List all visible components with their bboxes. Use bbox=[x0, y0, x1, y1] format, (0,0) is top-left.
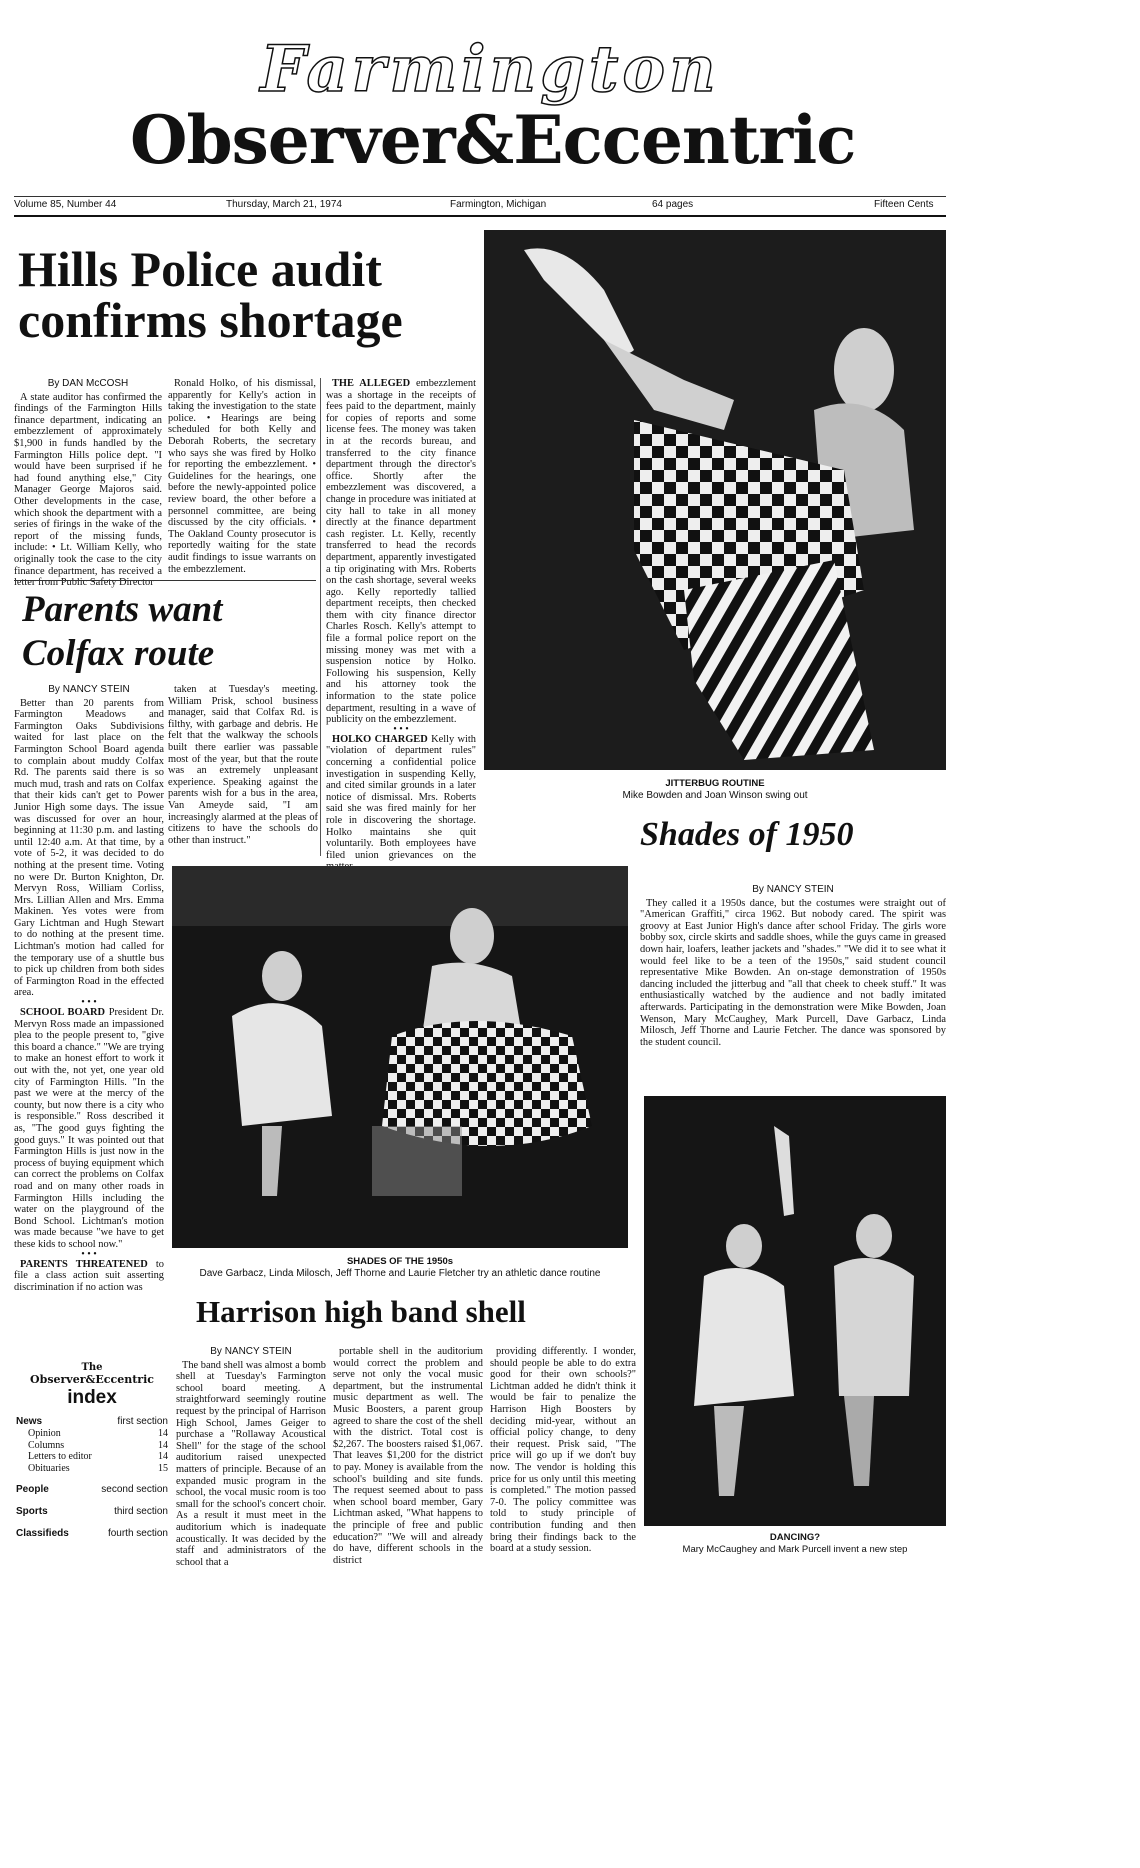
shades-article bbox=[640, 884, 946, 1084]
index-item[interactable] bbox=[16, 1463, 168, 1475]
volume-number: Volume 85, Number 44 bbox=[14, 199, 117, 210]
shades-headline: Shades of 1950 bbox=[640, 816, 854, 853]
index-row-classifieds[interactable] bbox=[16, 1528, 168, 1540]
colfax-subhead-parents: PARENTS THREATENED bbox=[20, 1258, 148, 1270]
colfax-headline: Parents want Colfax route bbox=[22, 589, 223, 674]
dancing-photo bbox=[644, 1096, 946, 1526]
shades-photo bbox=[172, 866, 628, 1248]
index-section-loc: first section bbox=[117, 1416, 168, 1427]
police-subhead-alleged: THE ALLEGED bbox=[332, 378, 411, 389]
colfax-text-1c: to file a class action suit asserting discrimination if no action was bbox=[14, 1258, 164, 1293]
index-item[interactable] bbox=[16, 1451, 168, 1463]
dancing-caption-title: DANCING? bbox=[769, 1532, 821, 1543]
jitterbug-caption: Mike Bowden and Joan Winson swing out bbox=[622, 790, 808, 801]
index-title: index bbox=[67, 1387, 117, 1408]
shades-photo-image bbox=[172, 866, 628, 1248]
index-logo: Observer&Eccentric bbox=[30, 1373, 154, 1386]
index-row-news[interactable] bbox=[16, 1416, 168, 1428]
index-item-page: 14 bbox=[158, 1451, 168, 1462]
colfax-subhead-board: SCHOOL BOARD bbox=[20, 1007, 106, 1019]
jitterbug-photo-image bbox=[484, 230, 946, 770]
bandshell-text-1: The band shell was almost a bomb shell at Tuesday's Farmington school board meeting. A straightforward seemingly routine request by the principal of Harrison High School, James Geiger to purchase a "Rollaway Acoustical Shell" for the stage of the school auditorium raised unexpected matters of principle. Because of an expanded music program in the school, the vocal music room is too small for the school's concert choir. As a result it must meet in the auditorium which is inadequate acoustically. It was decided by the staff and administrators of the school that a bbox=[176, 1359, 326, 1568]
bandshell-column-1 bbox=[176, 1346, 326, 1568]
jitterbug-caption-title: JITTERBUG ROUTINE bbox=[665, 778, 765, 789]
police-bottom-rule bbox=[14, 580, 316, 581]
bandshell-text-3: providing differently. I wonder, should people be able to do extra good for their own schools?" Lichtman added he didn't think it would be fair to penalize the Harrison High Boosters by deciding mid-year, without an official policy change, to deny their request. Prisk said, "The price will go up if we don't buy now. The vendor is holding this price for us only until this meeting is completed." The motion passed 7-0. The policy committee was told to study principle of contribution funding and then bring their findings back to the board at a study session. bbox=[490, 1346, 636, 1555]
bandshell-text-2: portable shell in the auditorium would correct the problem and serve not only the vocal music department, but the instrumental music department as well. The Music Boosters, a parent group agreed to share the cost of the shell with the district. Total cost is $2,267. The boosters raised $1,067. That leaves $1,200 for the district to pay. Money is available from the school's building and site funds. The request seemed about to pass when school board member, Gary Lichtman asked, "What happens to the principle of free and public education?" "We will and already do have, different schools in the district bbox=[333, 1346, 483, 1566]
colfax-column-2 bbox=[168, 684, 318, 860]
colfax-text-1: Better than 20 parents from Farmington Meadows and Farmington Oaks Subdivisions waited for last place on the Farmington School Board agenda to complain about muddy Colfax Rd. The parents said there is so much mud, trash and rats on Colfax that their kids can't get to Power Junior High some days. The issue was discussed for over an hour, beginning at 11:30 p.m. and lasting until 12:40 a.m. At that time, by a vote of 5-2, it was decided to do nothing at the present time. Voting no were Dr. Burton Knighton, Dr. Mervyn Ross, William Corliss, Mrs. Lillian Allen and Mrs. Emma Makinen. Yes votes were from Gary Lichtman and Hugh Stewart to do nothing at the present time. Lichtman's motion had called for the temporary use of a shuttle bus to pick up children from both sides of Farmington Road in the effected area. bbox=[14, 697, 164, 999]
index-box bbox=[16, 1362, 168, 1562]
colfax-column-1 bbox=[14, 684, 164, 1294]
masthead-title: Observer&Eccentric bbox=[130, 101, 856, 179]
separator-dots: • • • bbox=[81, 1248, 97, 1260]
police-text-2: Ronald Holko, of his dismissal, apparently for Kelly's action in taking the investigation to the state police. • Hearings are being scheduled for both Kelly and Deborah Roberts, the secretary who says she was fired by Holko for reporting the embezzlement. • Guidelines for the hearings, one before the newly-appointed police review board, the other before a personnel committee, are being discussed by the city officials. • The Oakland County prosecutor is reportedly waiting for the state audit findings to issue warrants on the embezzlement. bbox=[168, 378, 316, 575]
colfax-byline: By NANCY STEIN bbox=[48, 684, 130, 695]
shades-caption-title: SHADES OF THE 1950s bbox=[346, 1256, 454, 1267]
jitterbug-photo bbox=[484, 230, 946, 770]
index-item-page: 14 bbox=[158, 1428, 168, 1439]
index-item-name: Letters to editor bbox=[28, 1451, 92, 1462]
index-section-name: News bbox=[16, 1416, 43, 1427]
index-section-name: Classifieds bbox=[16, 1528, 69, 1539]
colfax-text-1b: President Dr. Mervyn Ross made an impassioned plea to the people present to, "give this board a chance." "We are trying to make an honest effort to work it out with the, not yet, one year old city of Farmington Hills. "In the past we were at the mercy of the county, but now there is a city who is responsible." Ross described it as, "The good guys fighting the good guys." It was pointed out that Farmington Hills is just now in the process of buying equipment which can correct the problems on Colfax road and on many other roads in Farmington Hills including the water on the playground of the Bond School. Lichtman's motion was made because "we have to get these kids to school now." bbox=[14, 1007, 164, 1250]
colfax-text-2: taken at Tuesday's meeting. William Prisk, school business manager, said that Colfax Rd. is filthy, with garbage and debris. He felt that the walkway the schools built there earlier was passable most of the year, but that the route was an extremely unpleasant experience. Speaking against the parents wish for a bus in the area, Van Ameyde said, "I am increasingly alarmed at the pleas of citizens to have the schools do other than instruct." bbox=[168, 684, 318, 846]
police-headline: Hills Police audit confirms shortage bbox=[18, 241, 403, 348]
index-item-name: Columns bbox=[28, 1439, 65, 1451]
dancing-photo-image bbox=[644, 1096, 946, 1526]
index-item-name: Opinion bbox=[28, 1428, 61, 1439]
index-section-loc: third section bbox=[114, 1506, 168, 1517]
separator-dots: • • • bbox=[393, 723, 409, 735]
index-logo-top: The bbox=[81, 1362, 103, 1373]
police-text-3: embezzlement was a shortage in the receipts of fees paid to the department, mainly for copies of reports and some license fees. The money was taken in at the records bureau, and transferred to the city finance department through the director's office. Shortly after the embezzlement was discovered, a change in procedure was initiated at city hall to take in all money directly at the finance department cash register. Lt. Kelly, recently transferred to head the records department, apparently investigated a tip originating with Mrs. Roberts on the cash shortage, several weeks ago. Kelly reportedly tallied department receipts, then checked them with city finance director Charles Rosch. Kelly's attempt to file a formal police report on the missing money was met with a suspension notice by Holko. Following his suspension, Kelly and his attorney took the information to the state police department, resulting in a wave of publicity on the embezzlement. bbox=[326, 378, 476, 726]
index-section-loc: second section bbox=[101, 1484, 168, 1495]
police-byline: By DAN McCOSH bbox=[47, 378, 129, 389]
dateline-place: Farmington, Michigan bbox=[450, 199, 547, 210]
separator-dots: • • • bbox=[81, 997, 97, 1009]
dancing-caption: Mary McCaughey and Mark Purcell invent a new step bbox=[682, 1544, 908, 1555]
police-subhead-holko: HOLKO CHARGED bbox=[332, 733, 428, 745]
police-text-3b: Kelly with "violation of department rules" concerning a confidential police investigation in suspending Kelly, and cited similar grounds in a later notice of dismissal. Mrs. Roberts said she was fired mainly for her role in discovering the shortage. Holko maintains she quit voluntarily. Both employees have filed union grievances on the bbox=[326, 733, 477, 861]
index-section-name: Sports bbox=[16, 1506, 48, 1517]
index-row-sports[interactable] bbox=[16, 1506, 168, 1518]
meta-bottom-rule bbox=[14, 215, 946, 217]
shades-caption: Dave Garbacz, Linda Milosch, Jeff Thorne and Laurie Fletcher try an athletic dance routine bbox=[199, 1268, 601, 1279]
bandshell-headline: Harrison high band shell bbox=[196, 1294, 526, 1329]
index-section-loc: fourth section bbox=[107, 1528, 168, 1539]
shades-byline: By NANCY STEIN bbox=[752, 884, 834, 895]
page-count: 64 pages bbox=[652, 199, 694, 210]
index-item[interactable] bbox=[16, 1428, 168, 1440]
index-item[interactable] bbox=[16, 1440, 168, 1452]
bandshell-column-2 bbox=[333, 1346, 483, 1566]
column-divider bbox=[320, 378, 321, 856]
index-item-page: 15 bbox=[158, 1462, 168, 1474]
police-text-1: A state auditor has confirmed the findings of the Farmington Hills finance department, indicating an embezzlement of approximately $1,900 in funds handled by the Farmington Hills police dept. "I would have been surprised if he had found anything else," City Manager George Majoros said. Other developments in the case, which shook the department with a series of firings in the wake of the report of the missing funds, include: • Lt. William Kelly, who originally took the case to the city finance department, has received a letter from Public Safety Director bbox=[14, 391, 162, 589]
issue-date: Thursday, March 21, 1974 bbox=[226, 199, 342, 210]
index-item-name: Obituaries bbox=[28, 1462, 70, 1474]
index-section-name: People bbox=[16, 1484, 49, 1495]
masthead-town: Farmington bbox=[260, 32, 720, 107]
price: Fifteen Cents bbox=[874, 199, 934, 210]
police-column-2 bbox=[168, 378, 316, 576]
index-row-people[interactable] bbox=[16, 1484, 168, 1496]
police-column-1 bbox=[14, 378, 162, 589]
bandshell-column-3 bbox=[490, 1346, 636, 1562]
bandshell-byline: By NANCY STEIN bbox=[210, 1346, 292, 1357]
index-item-page: 14 bbox=[158, 1439, 168, 1451]
police-column-3 bbox=[326, 378, 477, 861]
shades-text: They called it a 1950s dance, but the costumes were straight out of "American Graffiti," circa 1962. But nobody cared. The spirit was groovy at East Junior High's dance after school Friday. The girls wore bobby sox, circle skirts and saddle shoes, while the guys came in greased down hair, loafers, leather jackets and "shades." "We did it to see what it would feel like to be a teen of the 1950s," said student council representative Mike Bowden. An on-stage demonstration of 1950s dancing included the jitterbug and "all that cheek to cheek stuff." It was enthusiastically watched by the audience and not badly imitated afterwards. Participating in the demonstration were Mike Bowden, Joan Wenson, Mary McCaughey, Mark Purcell, Dave Garbacz, Linda Milosch, Jeff Thorne and Laurie Fetcher. The dance was sponsored by the student council. bbox=[640, 897, 946, 1048]
